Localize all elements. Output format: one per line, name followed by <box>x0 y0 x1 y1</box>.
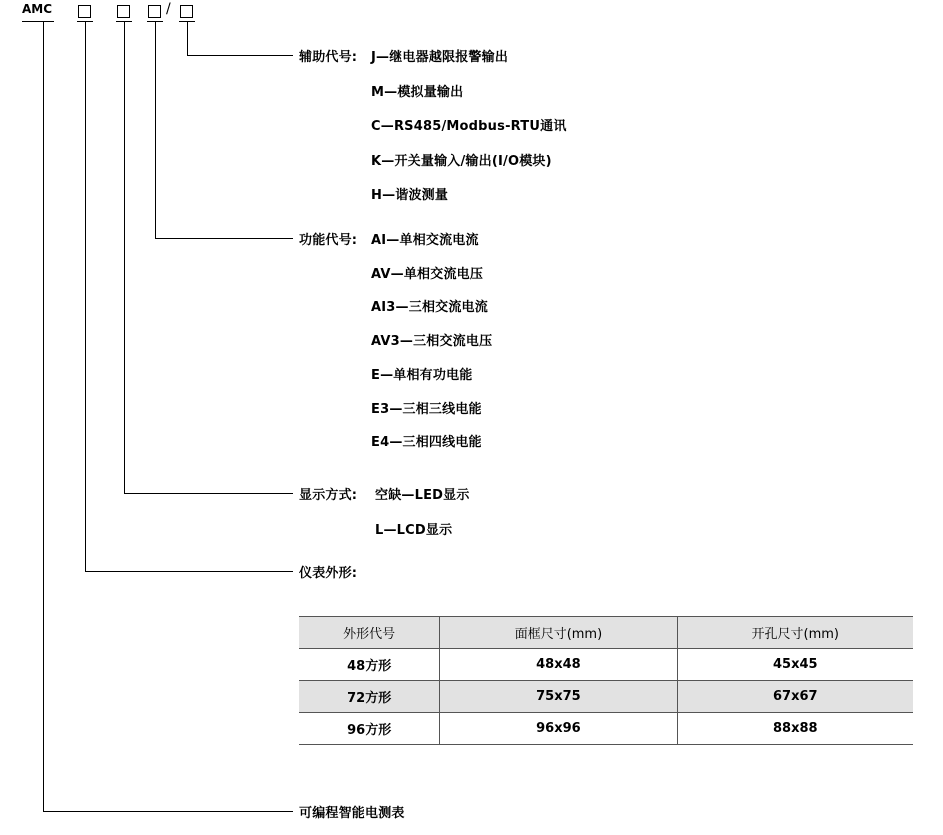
table-row <box>299 649 913 681</box>
code-slash: / <box>166 1 171 17</box>
function-option: E3—三相三线电能 <box>371 402 482 417</box>
prefix-underline <box>22 21 54 22</box>
series-connector-horizontal <box>43 811 293 812</box>
function-option: E—单相有功电能 <box>371 368 473 383</box>
aux-connector-vertical <box>187 21 188 55</box>
function-option: E4—三相四线电能 <box>371 435 482 450</box>
aux-option: J—继电器越限报警输出 <box>371 50 509 65</box>
table-cell: 72方形 <box>299 681 440 713</box>
series-heading: 可编程智能电测表 <box>299 806 405 821</box>
column-header: 面框尺寸(mm) <box>440 617 677 649</box>
table-cell: 45x45 <box>677 649 913 681</box>
shape-connector-horizontal <box>85 571 293 572</box>
display-option: 空缺—LED显示 <box>375 488 470 503</box>
table-cell: 96x96 <box>440 713 677 745</box>
table-cell: 67x67 <box>677 681 913 713</box>
column-header: 外形代号 <box>299 617 440 649</box>
code-box-function <box>148 5 161 18</box>
table-cell: 88x88 <box>677 713 913 745</box>
model-prefix: AMC <box>22 2 53 16</box>
table-cell: 48x48 <box>440 649 677 681</box>
aux-option: H—谐波测量 <box>371 188 449 203</box>
aux-option: M—模拟量输出 <box>371 85 464 100</box>
table-cell: 48方形 <box>299 649 440 681</box>
shape-size-table <box>299 616 913 745</box>
aux-heading: 辅助代号: <box>299 50 358 65</box>
function-connector-horizontal <box>155 238 293 239</box>
code-box-display <box>117 5 130 18</box>
shape-heading: 仪表外形: <box>299 566 358 581</box>
table-row <box>299 681 913 713</box>
function-option: AV—单相交流电压 <box>371 267 484 282</box>
table-row <box>299 713 913 745</box>
function-option: AI3—三相交流电流 <box>371 300 488 315</box>
function-option: AV3—三相交流电压 <box>371 334 493 349</box>
code-box-aux <box>180 5 193 18</box>
aux-connector-horizontal <box>187 55 293 56</box>
aux-option: C—RS485/Modbus-RTU通讯 <box>371 119 567 134</box>
aux-option: K—开关量输入/输出(I/O模块) <box>371 154 552 169</box>
column-header: 开孔尺寸(mm) <box>677 617 913 649</box>
display-connector-horizontal <box>124 493 293 494</box>
display-option: L—LCD显示 <box>375 523 453 538</box>
table-cell: 75x75 <box>440 681 677 713</box>
shape-connector-vertical <box>85 21 86 571</box>
function-option: AI—单相交流电流 <box>371 233 479 248</box>
table-cell: 96方形 <box>299 713 440 745</box>
series-connector-vertical <box>43 21 44 811</box>
display-connector-vertical <box>124 21 125 493</box>
display-heading: 显示方式: <box>299 488 358 503</box>
function-connector-vertical <box>155 21 156 238</box>
table-header-row <box>299 617 913 649</box>
code-box-shape <box>78 5 91 18</box>
function-heading: 功能代号: <box>299 233 358 248</box>
